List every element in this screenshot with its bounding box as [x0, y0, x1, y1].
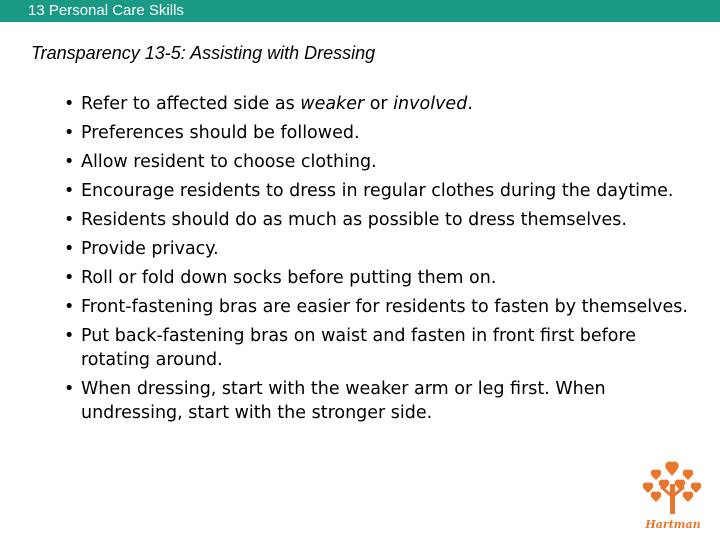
- bullet-item-back-bras: • Put back-fastening bras on waist and fasten in front first before rotating around.: [62, 324, 702, 372]
- bullet-item-choose-clothing: • Allow resident to choose clothing.: [62, 150, 702, 174]
- bullet-text: .: [467, 94, 473, 114]
- bullet-list: [62, 92, 702, 430]
- logo-wordmark: Hartman: [645, 518, 701, 531]
- header-bar: [0, 0, 720, 22]
- bullet-item-dressing-order: • When dressing, start with the weaker arm or leg first. When undressing, start with the stronger side.: [62, 377, 702, 425]
- slide-title: Transparency 13-5: Assisting with Dressing: [31, 43, 376, 63]
- chapter-title: 13 Personal Care Skills: [28, 2, 184, 19]
- bullet-item-affected-side: [62, 92, 702, 116]
- hartman-tree-logo-icon: [638, 458, 708, 534]
- emphasis-weaker: weaker: [300, 94, 365, 114]
- emphasis-involved: involved: [393, 94, 468, 114]
- bullet-item-front-bras: • Front-fastening bras are easier for residents to fasten by themselves.: [62, 295, 702, 319]
- bullet-item-socks: • Roll or fold down socks before putting them on.: [62, 266, 702, 290]
- bullet-text: Refer to affected side as: [81, 94, 301, 114]
- bullet-item-regular-clothes: • Encourage residents to dress in regular clothes during the daytime.: [62, 179, 702, 203]
- bullet-item-preferences: • Preferences should be followed.: [62, 121, 702, 145]
- bullet-item-privacy: • Provide privacy.: [62, 237, 702, 261]
- bullet-item-dress-themselves: • Residents should do as much as possible to dress themselves.: [62, 208, 702, 232]
- bullet-text: or: [364, 94, 394, 114]
